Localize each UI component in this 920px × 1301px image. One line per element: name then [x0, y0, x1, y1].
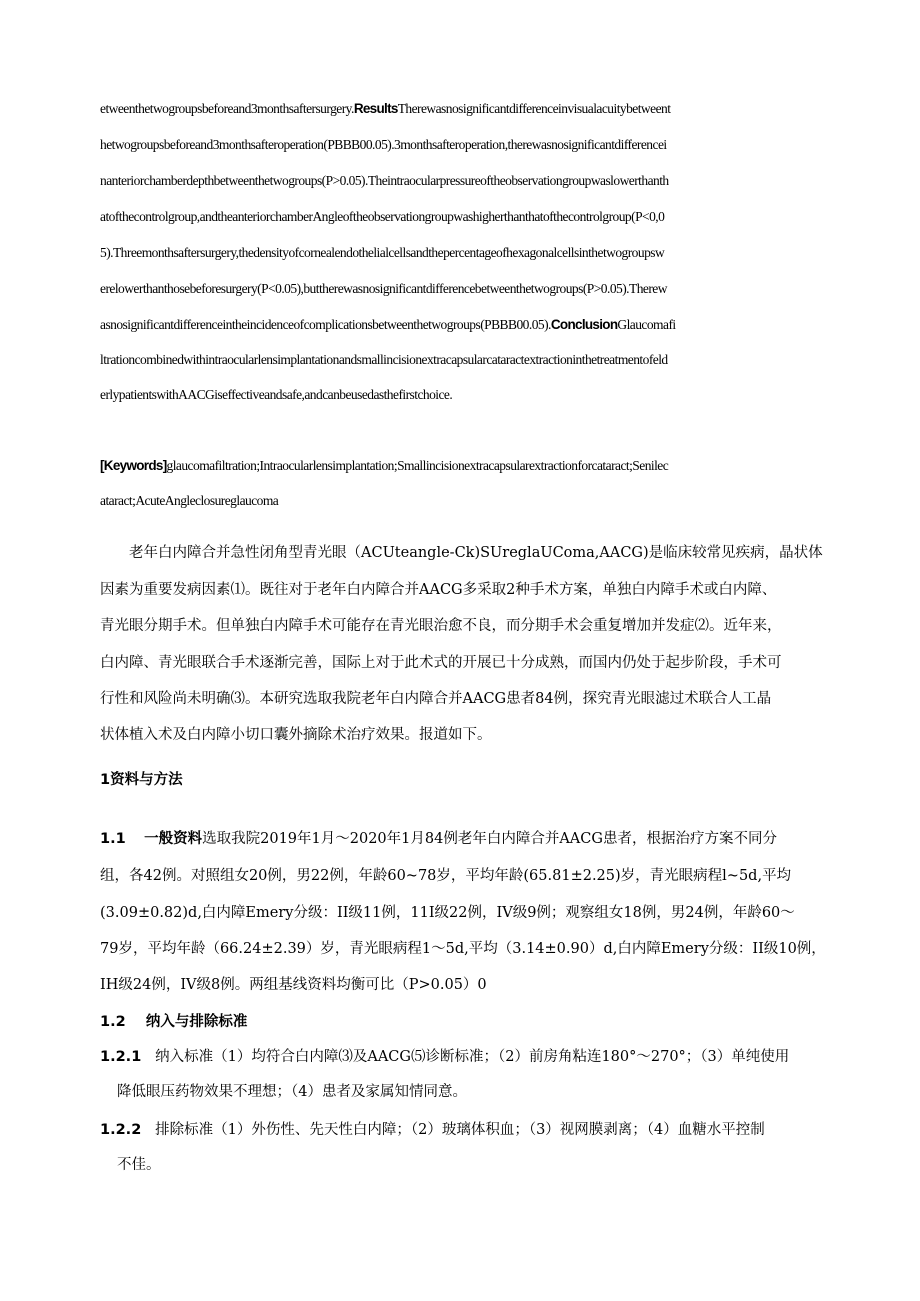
- s12-heading: 1.2 纳入与排除标准: [100, 1014, 248, 1030]
- abstract-line-4: atofthecontrolgroup,andtheanteriorchamberAngleoftheobservationgroupwashigherthanthatofthecontrolgroup(P<0,0: [100, 209, 665, 224]
- s11-title: 一般资料: [144, 831, 203, 847]
- abstract-line-9: erlypatientswithAACGiseffectiveandsafe,andcanbeusedasthefirstchoice.: [100, 387, 453, 402]
- keywords-line-1: [Keywords]glaucomafiltration;Intraocularlensimplantation;Smallincisionextracapsularextractionforcataract;Senilec: [100, 458, 669, 473]
- abstract-line-6: erelowerthanthosebeforesurgery(P<0.05),buttherewasnosignificantdifferencebetweenthetwogroups(P>0.05).Therew: [100, 281, 667, 296]
- s11-line-5: IH级24例，IV级8例。两组基线资料均衡可比（P>0.05）0: [100, 977, 487, 993]
- section-1-heading: 1资料与方法: [100, 772, 183, 788]
- s11-line-2: 组，各42例。对照组女20例，男22例，年龄60~78岁，平均年龄(65.81±2.25)岁，青光眼病程l~5d,平均: [100, 868, 792, 884]
- s122-line-1: 1.2.2 排除标准（1）外伤性、先天性白内障；（2）玻璃体积血；（3）视网膜剥离；（4）血糖水平控制: [100, 1122, 765, 1138]
- s11-line-4: 79岁，平均年龄（66.24±2.39）岁，青光眼病程1～5d,平均（3.14±0.90）d,白内障Emery分级：II级10例，: [100, 941, 826, 957]
- keywords-label: [Keywords]: [100, 458, 167, 473]
- results-label: Results: [353, 101, 398, 116]
- s11-number: 1.1: [100, 831, 126, 847]
- s122-number: 1.2.2: [100, 1122, 142, 1138]
- abstract-line-7: asnosignificantdifferenceintheincidenceofcomplicationsbetweenthetwogroups(PBBB00.05).ConclusionGlaucomafi: [100, 317, 676, 332]
- abstract-line-3: nanteriorchamberdepthbetweenthetwogroups(P>0.05).Theintraocularpressureoftheobservationgroupwaslowerthanth: [100, 173, 669, 188]
- keywords-line-2: ataract;AcuteAngleclosureglaucoma: [100, 493, 279, 508]
- intro-line-5: 行性和风险尚未明确⑶。本研究选取我院老年白内障合并AACG患者84例，探究青光眼滤过术联合人工晶: [100, 691, 772, 707]
- intro-line-3: 青光眼分期手术。但单独白内障手术可能存在青光眼治愈不良，而分期手术会重复增加并发症⑵。近年来，: [100, 618, 782, 634]
- intro-line-4: 白内障、青光眼联合手术逐渐完善，国际上对于此术式的开展已十分成熟，而国内仍处于起步阶段，手术可: [100, 655, 782, 671]
- s121-number: 1.2.1: [100, 1049, 142, 1065]
- s11-line-3: (3.09±0.82)d,白内障Emery分级：II级11例，11I级22例，IV级9例；观察组女18例，男24例，年龄60～: [100, 905, 795, 921]
- s121-line-2: 降低眼压药物效果不理想；（4）患者及家属知情同意。: [117, 1084, 467, 1100]
- s122-line-2: 不佳。: [117, 1157, 161, 1173]
- intro-line-2: 因素为重要发病因素⑴。既往对于老年白内障合并AACG多采取2种手术方案，单独白内障手术或白内障、: [100, 582, 777, 598]
- abstract-line-5: 5).Threemonthsaftersurgery,thedensityofcornealendothelialcellsandthepercentageofhexagonalcellsinthetwogroupsw: [100, 245, 665, 260]
- abstract-line-8: ltrationcombinedwithintraocularlensimplantationandsmallincisionextracapsularcataractextractioninthetreatmentofeld: [100, 352, 668, 367]
- s11-line-1: 1.1 一般资料选取我院2019年1月～2020年1月84例老年白内障合并AACG患者，根据治疗方案不同分: [100, 831, 777, 847]
- conclusion-label: Conclusion: [550, 317, 618, 332]
- intro-line-6: 状体植入术及白内障小切口囊外摘除术治疗效果。报道如下。: [100, 727, 492, 743]
- s121-line-1: 1.2.1 纳入标准（1）均符合白内障⑶及AACG⑸诊断标准；（2）前房角粘连180°～270°；（3）单纯使用: [100, 1049, 790, 1065]
- abstract-line-1: etweenthetwogroupsbeforeand3monthsaftersurgery.ResultsTherewasnosignificantdifferenceinvisualacuitybetweent: [100, 101, 671, 116]
- intro-line-1: 老年白内障合并急性闭角型青光眼（ACUteangle-Ck)SUreglaUComa,AACG)是临床较常见疾病，晶状体: [100, 545, 823, 561]
- abstract-line-2: hetwogroupsbeforeand3monthsafteroperation(PBBB00.05).3monthsafteroperation,therewasnosignificantdifferencei: [100, 137, 667, 152]
